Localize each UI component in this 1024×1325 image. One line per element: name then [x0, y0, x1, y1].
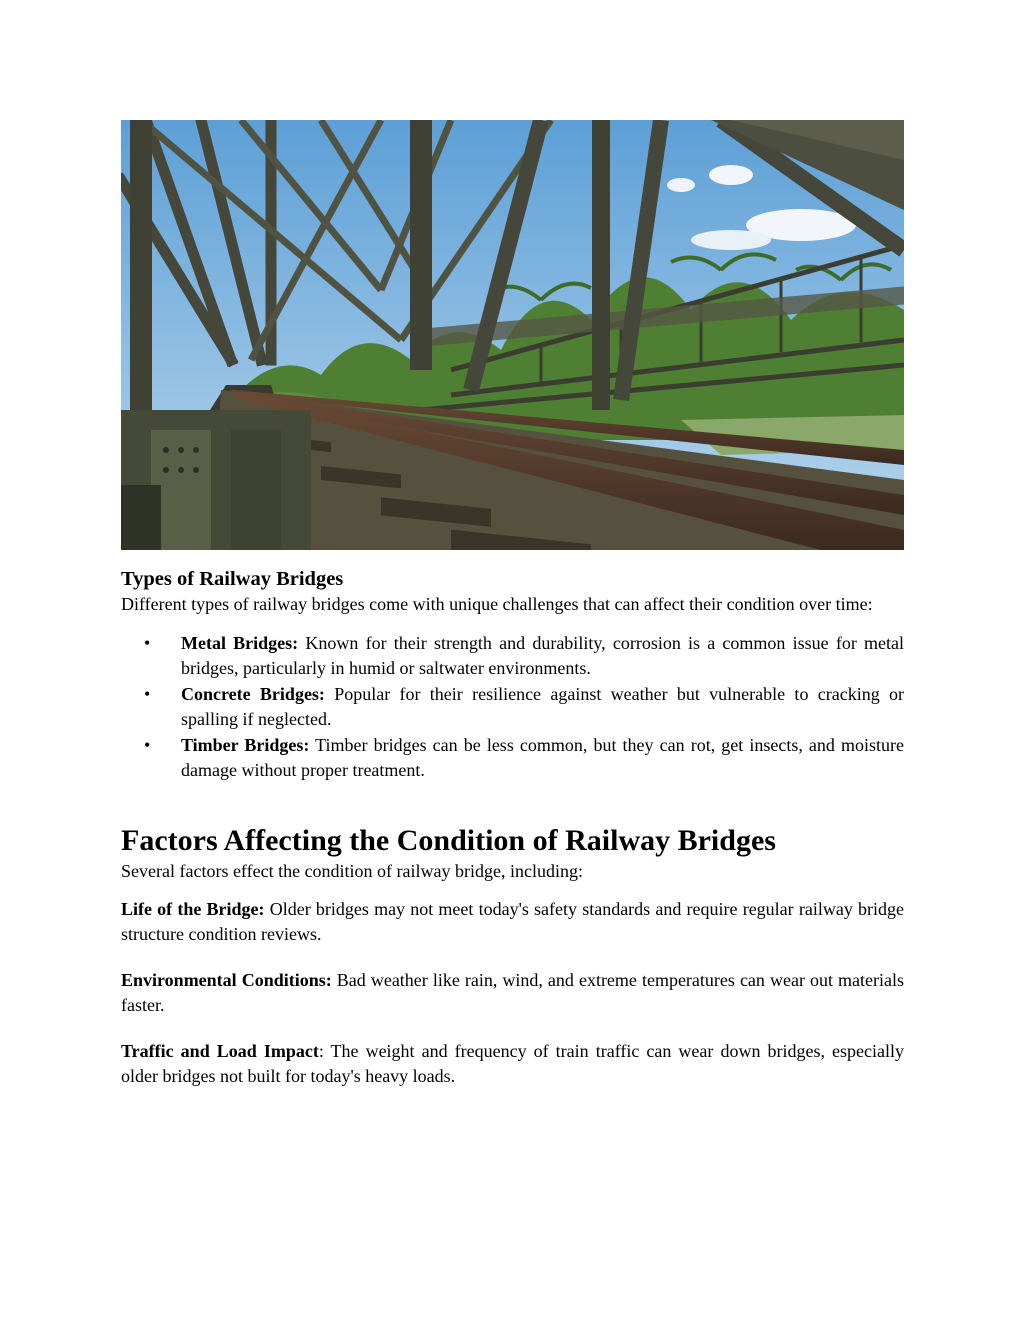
- factor-text: : The weight and frequency of train traffic can wear down bridges, especially older bridges not built for today's heavy loads.: [121, 1041, 904, 1086]
- list-item: [144, 682, 904, 732]
- list-item-term: Metal Bridges:: [181, 632, 299, 653]
- factor-text: Older bridges may not meet today's safety standards and require regular railway bridge structure condition reviews.: [121, 899, 904, 944]
- factor-paragraph: [121, 897, 904, 946]
- factor-paragraph: [121, 1039, 904, 1088]
- bridge-types-list: [121, 631, 904, 783]
- types-intro: Different types of railway bridges come with unique challenges that can affect their condition over time:: [121, 594, 873, 614]
- factor-paragraph: [121, 968, 904, 1017]
- factor-term: Environmental Conditions:: [121, 970, 332, 990]
- list-item: [144, 733, 904, 783]
- list-item-text: Timber bridges can be less common, but they can rot, get insects, and moisture damage without proper treatment.: [181, 734, 904, 780]
- factors-intro: Several factors effect the condition of railway bridge, including:: [121, 860, 584, 881]
- bullet-icon: •: [144, 632, 151, 653]
- bullet-icon: •: [144, 683, 151, 704]
- railway-bridge-photo: [121, 120, 904, 550]
- article-body: [121, 566, 904, 1088]
- factor-term: Life of the Bridge:: [121, 899, 265, 919]
- types-heading: Types of Railway Bridges: [121, 568, 344, 590]
- list-item-term: Timber Bridges:: [181, 734, 310, 755]
- factor-term: Traffic and Load Impact: [121, 1041, 319, 1061]
- list-item: [144, 631, 904, 681]
- list-item-term: Concrete Bridges:: [181, 683, 325, 704]
- factor-text: Bad weather like rain, wind, and extreme temperatures can wear out materials faster.: [121, 970, 904, 1015]
- factors-heading: Factors Affecting the Condition of Railway Bridges: [121, 823, 776, 857]
- list-item-text: Popular for their resilience against weather but vulnerable to cracking or spalling if neglected.: [181, 683, 904, 729]
- bullet-icon: •: [144, 734, 151, 755]
- list-item-text: Known for their strength and durability, corrosion is a common issue for metal bridges, particularly in humid or saltwater environments.: [181, 632, 904, 678]
